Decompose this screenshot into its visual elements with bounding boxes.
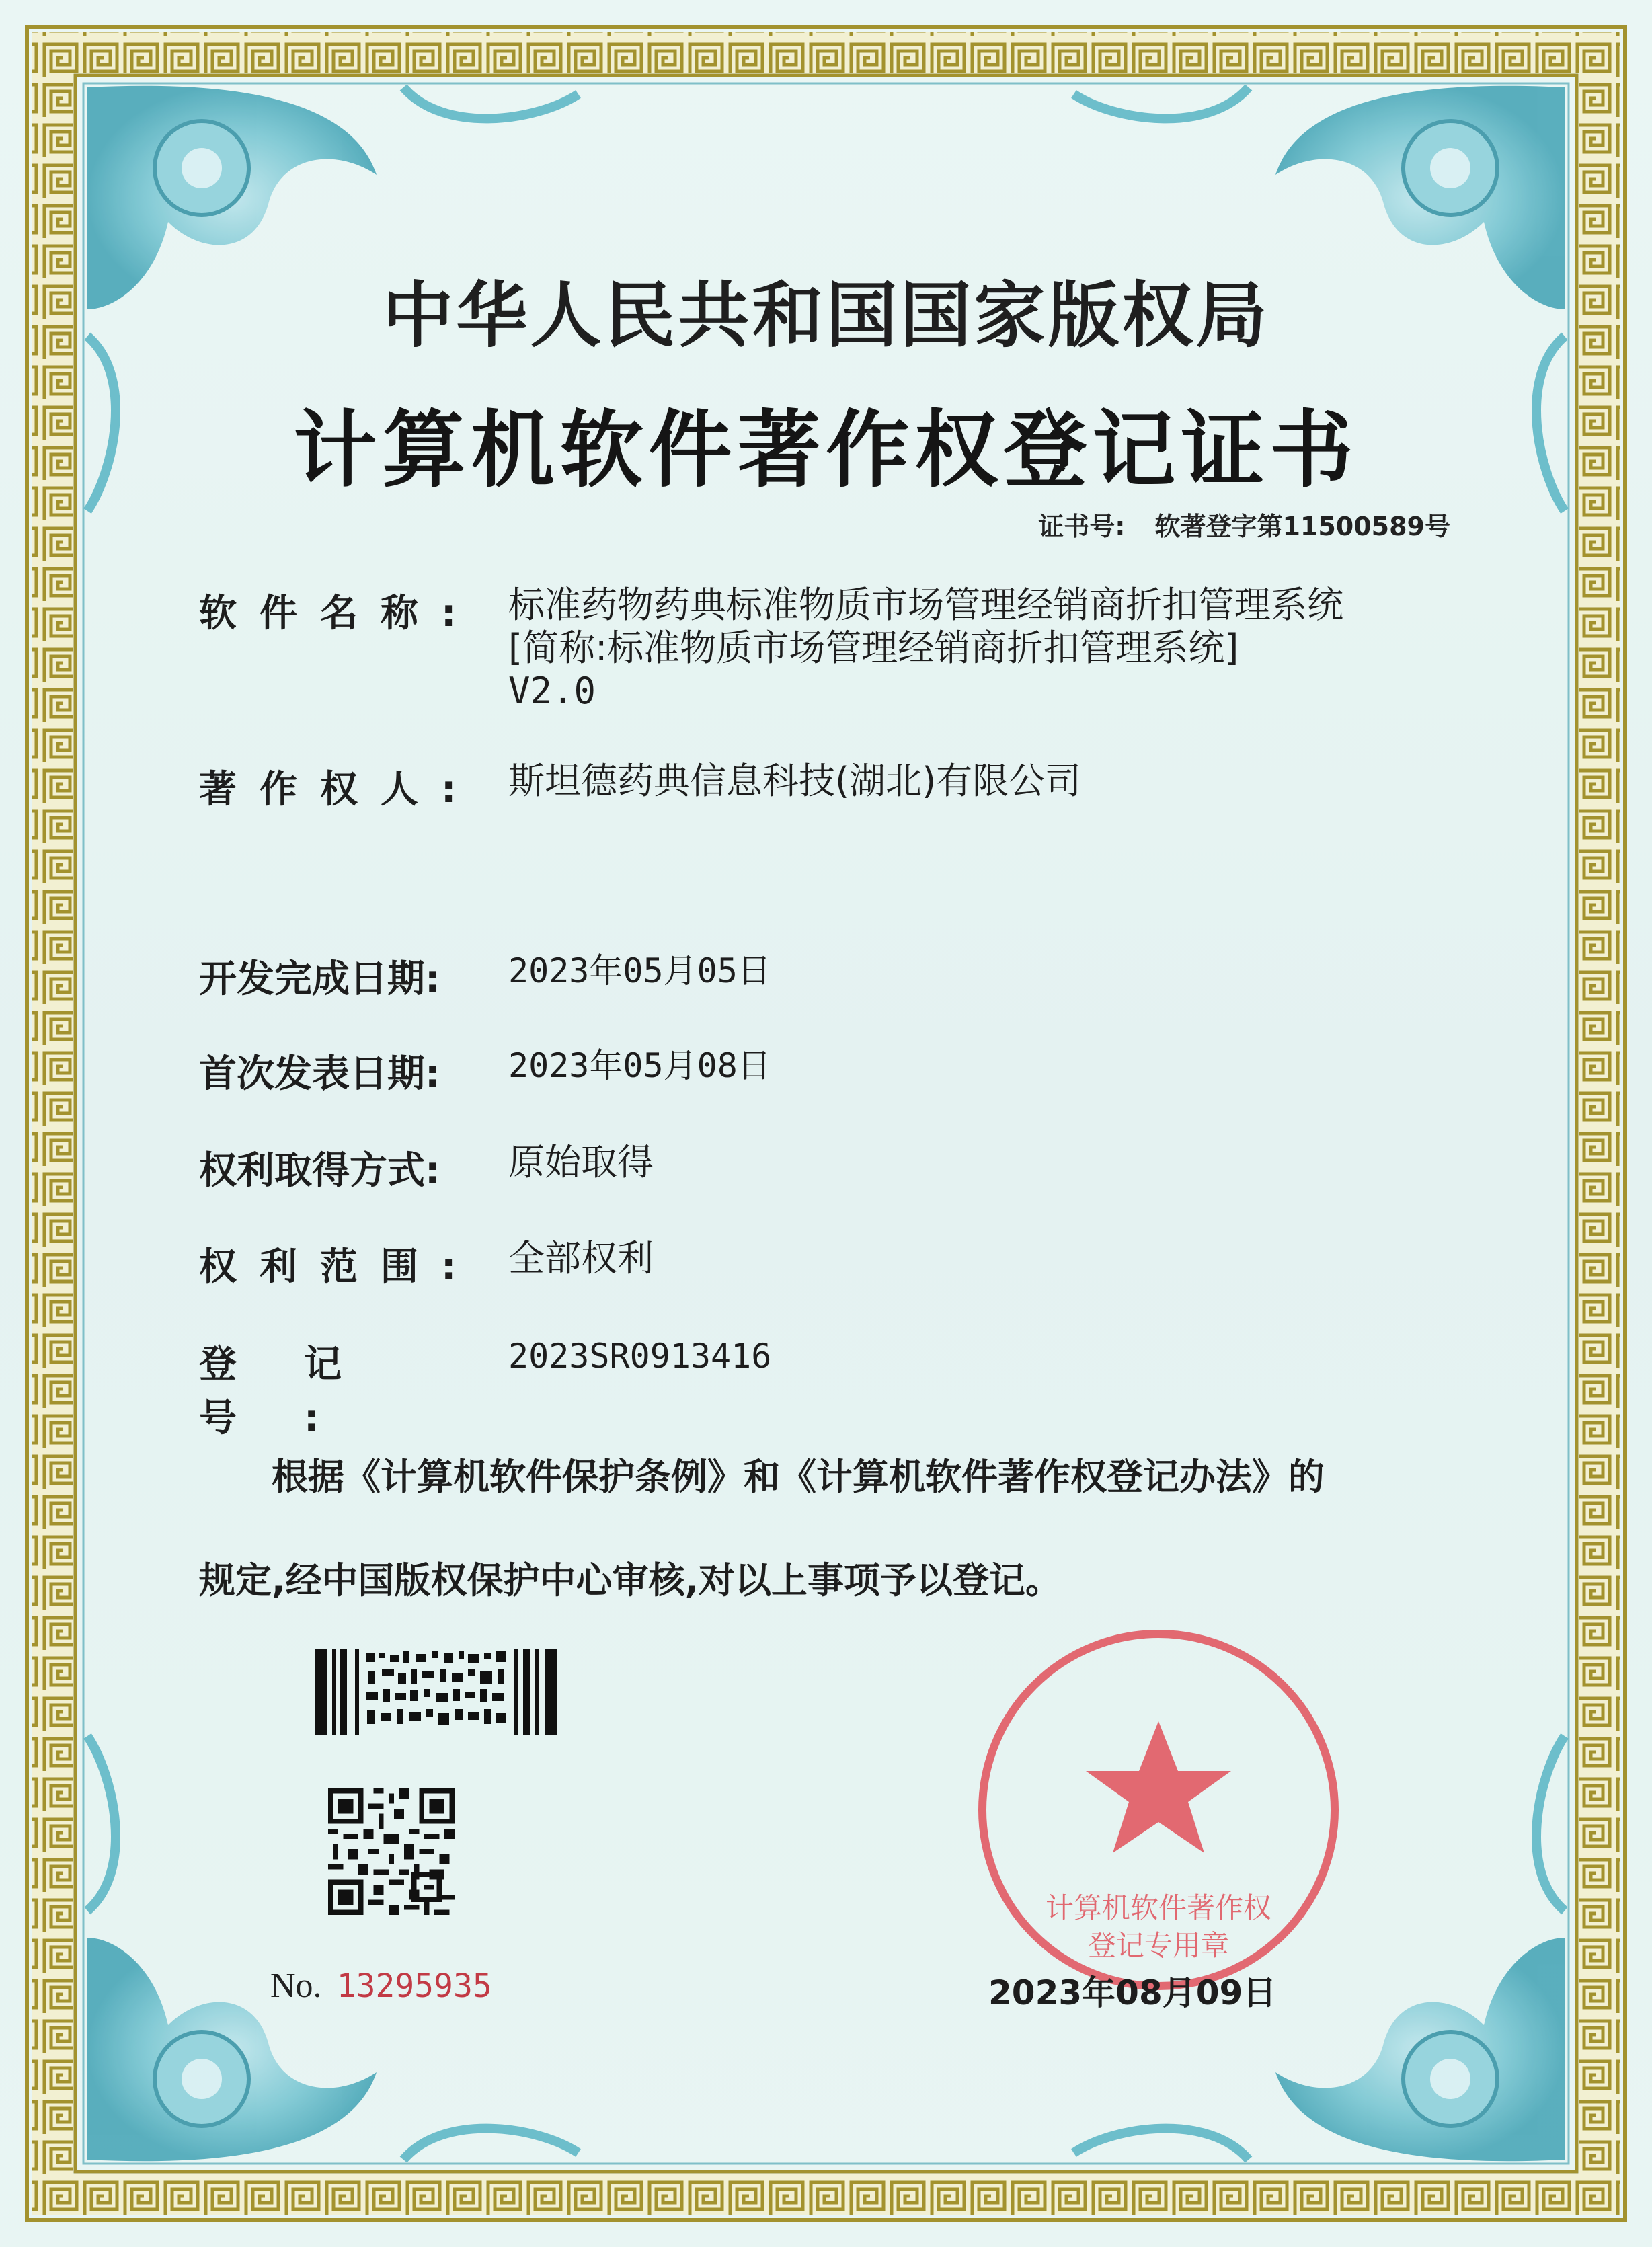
software-name-line2: [简称:标准物质市场管理经销商折扣管理系统] [508, 627, 1239, 669]
qr-code [328, 1788, 455, 1915]
cert-number-label: 证书号: [1038, 512, 1126, 541]
issue-date: 2023年08月09日 [988, 1973, 1277, 2012]
serial-value: 13295935 [336, 1967, 492, 2005]
software-name-label: 软件名称: [199, 592, 479, 635]
serial-number [270, 1966, 492, 2006]
certificate-number [1038, 506, 1450, 543]
acquire-value: 原始取得 [508, 1141, 654, 1183]
software-name-value [508, 584, 1490, 713]
cert-number-value: 软著登字第11500589号 [1154, 512, 1450, 541]
issuing-authority: 中华人民共和国国家版权局 [382, 274, 1270, 357]
owner-value: 斯坦德药典信息科技(湖北)有限公司 [508, 760, 1082, 802]
pub-date-value: 2023年05月08日 [508, 1046, 771, 1085]
statement-line2: 规定,经中国版权保护中心审核,对以上事项予以登记。 [199, 1559, 1062, 1602]
software-name-line1: 标准药物药典标准物质市场管理经销商折扣管理系统 [508, 584, 1343, 626]
owner-label: 著作权人: [199, 768, 479, 812]
statement-line1: 根据《计算机软件保护条例》和《计算机软件著作权登记办法》的 [272, 1456, 1325, 1498]
seal-inner-line1: 计算机软件著作权 [1045, 1891, 1272, 1924]
serial-label: No. [270, 1967, 322, 2005]
scope-label: 权利范围: [199, 1245, 479, 1289]
seal-inner-line2: 登记专用章 [1087, 1929, 1230, 1962]
acquire-label: 权利取得方式: [199, 1149, 440, 1193]
certificate-title: 计算机软件著作权登记证书 [293, 402, 1359, 499]
software-name-line3: V2.0 [508, 670, 596, 712]
reg-no-value: 2023SR0913416 [508, 1337, 772, 1376]
barcode [315, 1649, 557, 1735]
reg-no-label: 登记号: [199, 1343, 409, 1440]
dev-date-label: 开发完成日期: [199, 957, 440, 1001]
dev-date-value: 2023年05月05日 [508, 951, 771, 990]
official-seal [970, 1622, 1347, 1998]
pub-date-label: 首次发表日期: [199, 1052, 440, 1096]
scope-value: 全部权利 [508, 1237, 654, 1279]
